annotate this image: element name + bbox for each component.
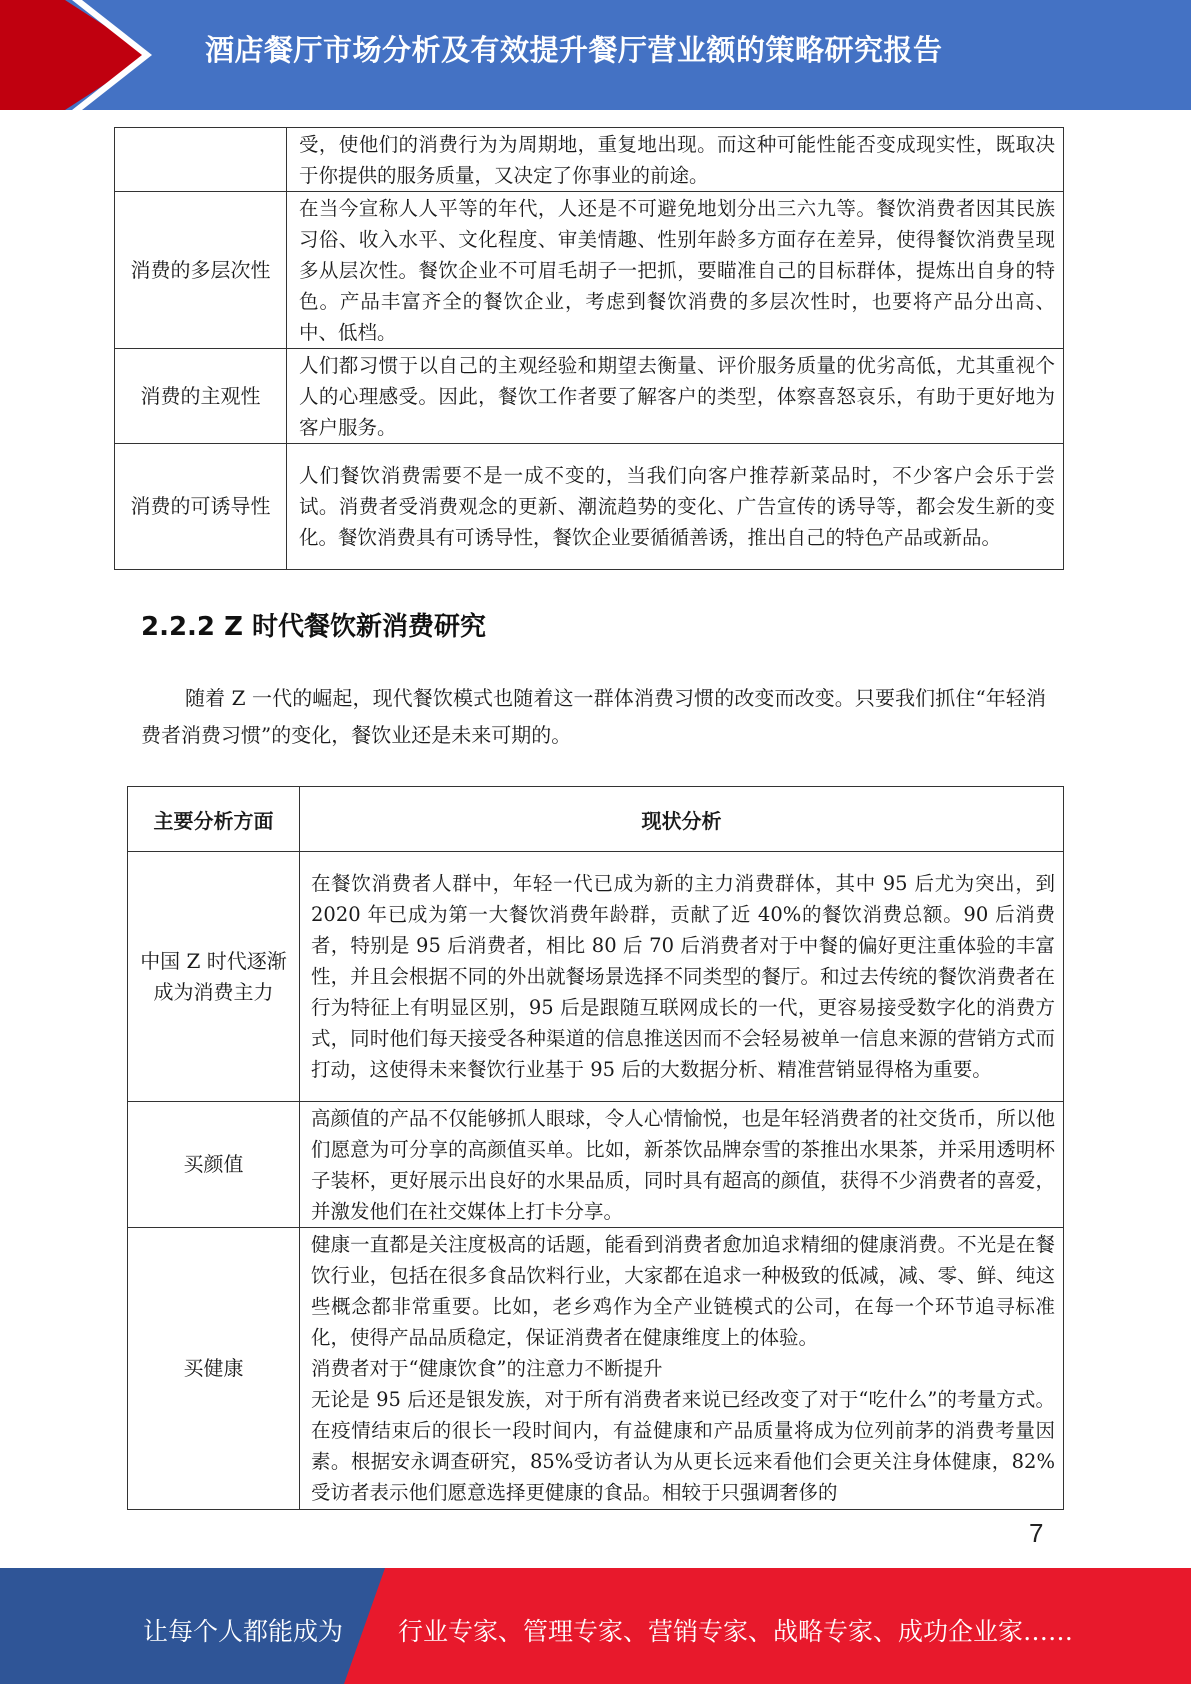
table-row (115, 444, 1064, 570)
row-label: 消费的可诱导性 (115, 444, 287, 570)
table-row (128, 1102, 1064, 1228)
table-row (115, 349, 1064, 444)
table-row (128, 1228, 1064, 1510)
footer-slogan-left: 让每个人都能成为 (143, 1617, 344, 1646)
row-content: 人们都习惯于以自己的主观经验和期望去衡量、评价服务质量的优劣高低，尤其重视个人的心理感受。因此，餐饮工作者要了解客户的类型，体察喜怒哀乐，有助于更好地为客户服务。 (287, 349, 1064, 444)
row-label: 中国 Z 时代逐渐成为消费主力 (128, 852, 300, 1102)
content-paragraph: 健康一直都是关注度极高的话题，能看到消费者愈加追求精细的健康消费。不光是在餐饮行业，包括在很多食品饮料行业，大家都在追求一种极致的低减，减、零、鲜、纯这些概念都非常重要。比如，老乡鸡作为全产业链模式的公司，在每一个环节追寻标准化，使得产品品质稳定，保证消费者在健康维度上的体验。 (311, 1233, 1055, 1349)
document-title: 酒店餐厅市场分析及有效提升餐厅营业额的策略研究报告 (205, 33, 943, 67)
header-red-arrow (0, 0, 150, 110)
row-content (300, 852, 1064, 1102)
content-paragraph: 高颜值的产品不仅能够抓人眼球，令人心情愉悦，也是年轻消费者的社交货币，所以他们愿意为可分享的高颜值买单。比如，新茶饮品牌奈雪的茶推出水果茶，并采用透明杯子装杯，更好展示出良好的水果品质，同时具有超高的颜值，获得不少消费者的喜爱，并激发他们在社交媒体上打卡分享。 (311, 1106, 1055, 1223)
z-generation-analysis-table (127, 786, 1064, 1510)
table-row (128, 852, 1064, 1102)
section-paragraph: 随着 Z 一代的崛起，现代餐饮模式也随着这一群体消费习惯的改变而改变。只要我们抓住“年轻消费者消费习惯”的变化，餐饮业还是未来可期的。 (141, 686, 1046, 747)
page-number: 7 (1029, 1518, 1044, 1548)
row-label: 消费的主观性 (115, 349, 287, 444)
table-row (115, 128, 1064, 192)
content-paragraph: 无论是 95 后还是银发族，对于所有消费者来说已经改变了对于“吃什么”的考量方式。在疫情结束后的很长一段时间内，有益健康和产品质量将成为位列前茅的消费考量因素。根据安永调查研究，85%受访者认为从更长远来看他们会更关注身体健康，82%受访者表示他们愿意选择更健康的食品。相较于只强调奢侈的 (311, 1388, 1055, 1504)
consumer-traits-table (114, 127, 1064, 570)
footer-slogan-right: 行业专家、管理专家、营销专家、战略专家、成功企业家…… (398, 1617, 1074, 1646)
row-content (300, 1102, 1064, 1228)
content-paragraph: 在餐饮消费者人群中，年轻一代已成为新的主力消费群体，其中 95 后尤为突出，到 2020 年已成为第一大餐饮消费年龄群，贡献了近 40%的餐饮消费总额。90 后消费者，特别是 95 后消费者，相比 80 后 70 后消费者对于中餐的偏好更注重体验的丰富性，并且会根据不同的外出就餐场景选择不同类型的餐厅。和过去传统的餐饮消费者在行为特征上有明显区别，95 后是跟随互联网成长的一代，更容易接受数字化的消费方式，同时他们每天接受各种渠道的信息推送因而不会轻易被单一信息来源的营销方式而打动，这使得未来餐饮行业基于 95 后的大数据分析、精准营销显得格为重要。 (311, 872, 1055, 1081)
row-label (115, 128, 287, 192)
table-row (115, 192, 1064, 349)
column-header: 主要分析方面 (128, 787, 300, 852)
row-content: 人们餐饮消费需要不是一成不变的，当我们向客户推荐新菜品时，不少客户会乐于尝试。消费者受消费观念的更新、潮流趋势的变化、广告宣传的诱导等，都会发生新的变化。餐饮消费具有可诱导性，餐饮企业要循循善诱，推出自己的特色产品或新品。 (287, 444, 1064, 570)
row-label: 消费的多层次性 (115, 192, 287, 349)
page-footer (0, 1568, 1191, 1684)
table-header-row (128, 787, 1064, 852)
row-content: 受，使他们的消费行为为周期地，重复地出现。而这种可能性能否变成现实性，既取决于你提供的服务质量，又决定了你事业的前途。 (287, 128, 1064, 192)
row-label: 买健康 (128, 1228, 300, 1510)
row-label: 买颜值 (128, 1102, 300, 1228)
row-content (300, 1228, 1064, 1510)
row-content: 在当今宣称人人平等的年代，人还是不可避免地划分出三六九等。餐饮消费者因其民族习俗、收入水平、文化程度、审美情趣、性别年龄多方面存在差异，使得餐饮消费呈现多从层次性。餐饮企业不可眉毛胡子一把抓，要瞄准自己的目标群体，提炼出自身的特色。产品丰富齐全的餐饮企业，考虑到餐饮消费的多层次性时，也要将产品分出高、中、低档。 (287, 192, 1064, 349)
section-heading: 2.2.2 Z 时代餐饮新消费研究 (141, 612, 486, 642)
column-header: 现状分析 (300, 787, 1064, 852)
page-header (0, 0, 1191, 110)
content-paragraph: 消费者对于“健康饮食”的注意力不断提升 (311, 1357, 663, 1380)
